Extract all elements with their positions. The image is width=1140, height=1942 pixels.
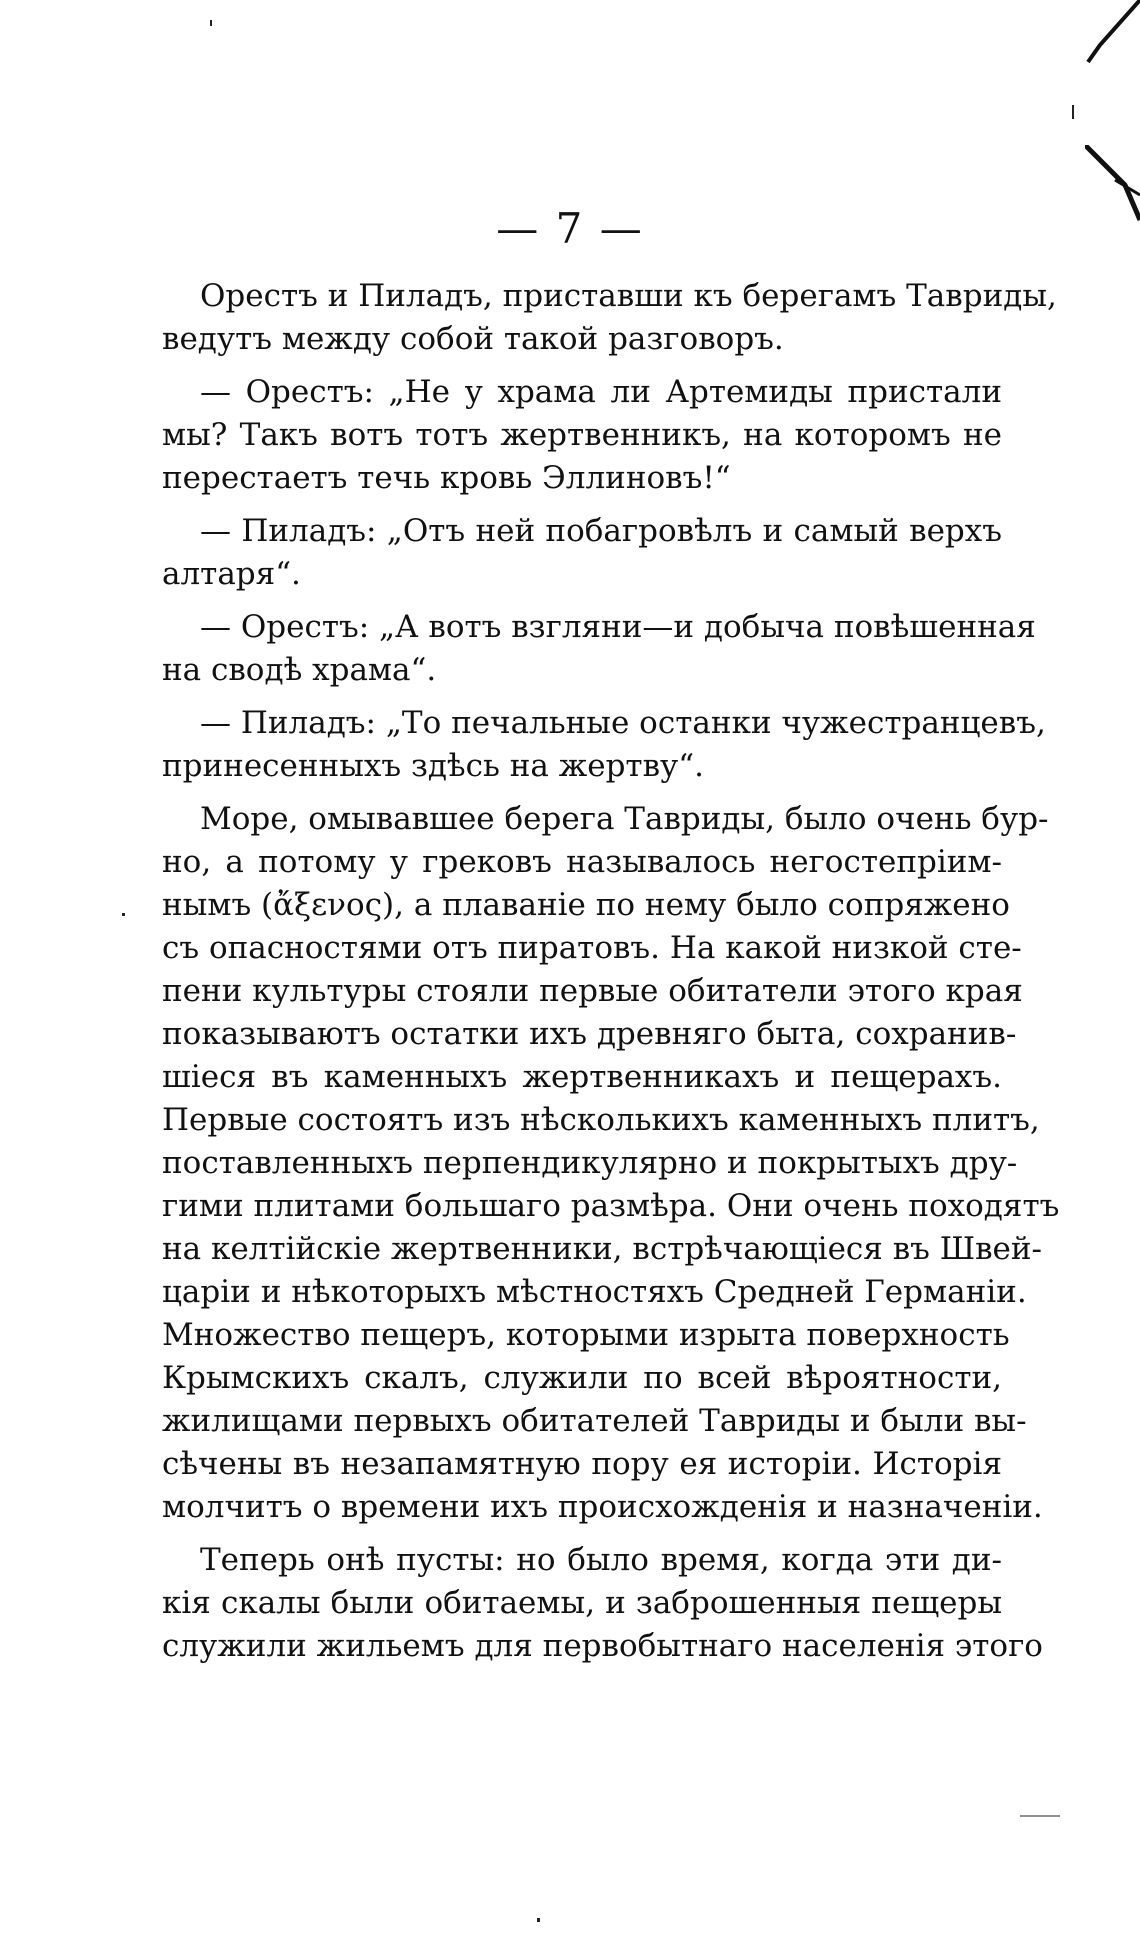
text-line: Море, омывавшее берега Тавриды, было очень бур- <box>200 801 1049 837</box>
text-line: царіи и нѣкоторыхъ мѣстностяхъ Средней Германіи. <box>162 1274 1027 1310</box>
text-line: съ опасностями отъ пиратовъ. На какой низкой сте- <box>162 930 1022 966</box>
paragraph-gap <box>162 1529 1002 1539</box>
paragraph-gap <box>162 361 1002 371</box>
scan-speck <box>537 1918 540 1922</box>
paragraph <box>162 702 1046 788</box>
scan-speck <box>122 913 125 916</box>
text-line: — Орестъ: „Не у храма ли Артемиды пристали <box>200 374 1002 410</box>
text-line: Первые состоятъ изъ нѣсколькихъ каменныхъ плитъ, <box>162 1102 1040 1138</box>
scan-speck <box>210 20 212 26</box>
scan-speck <box>1072 105 1074 119</box>
paragraph <box>162 1539 1043 1668</box>
text-line: поставленныхъ перпендикулярно и покрытыхъ дру- <box>162 1145 1018 1181</box>
text-line: служили жильемъ для первобытнаго населенія этого <box>162 1628 1043 1664</box>
text-line: — Орестъ: „А вотъ взгляни—и добыча повѣшенная <box>200 609 1036 645</box>
text-line: Крымскихъ скалъ, служили по всей вѣроятности, <box>162 1360 1002 1396</box>
text-line: принесенныхъ здѣсь на жертву“. <box>162 748 704 784</box>
scan-speck <box>1020 1815 1060 1817</box>
body-text <box>162 275 1060 1668</box>
paragraph <box>162 606 1036 692</box>
text-line: пени культуры стояли первые обитатели этого края <box>162 973 1023 1009</box>
paragraph-gap <box>162 788 1002 798</box>
paragraph <box>162 510 1002 596</box>
text-line: — Пиладъ: „Отъ ней побагровѣлъ и самый верхъ <box>200 513 1002 549</box>
text-line: ведутъ между собой такой разговоръ. <box>162 321 784 357</box>
text-line: нымъ (ἄξενος), а плаваніе по нему было сопряжено <box>162 887 1010 923</box>
text-line: но, а потому у грековъ называлось негостепріим- <box>162 844 1002 880</box>
paragraph-gap <box>162 692 1002 702</box>
text-line: шіеся въ каменныхъ жертвенникахъ и пещерахъ. <box>162 1059 1002 1095</box>
paragraph-gap <box>162 500 1002 510</box>
scan-edge-mark-top <box>1040 0 1140 90</box>
text-line: жилищами первыхъ обитателей Тавриды и были вы- <box>162 1403 1027 1439</box>
paragraph <box>162 798 1060 1529</box>
text-line: мы? Такъ вотъ тотъ жертвенникъ, на которомъ не <box>162 417 1002 453</box>
text-line: показываютъ остатки ихъ древняго быта, сохранив- <box>162 1016 1017 1052</box>
paragraph <box>162 371 1002 500</box>
text-line: Теперь онѣ пусты: но было время, когда эти ди- <box>200 1542 1002 1578</box>
text-line: сѣчены въ незапамятную пору ея исторіи. Исторія <box>162 1446 1002 1482</box>
text-line: Множество пещеръ, которыми изрыта поверхность <box>162 1317 1010 1353</box>
text-line: гими плитами большаго размѣра. Они очень походятъ <box>162 1188 1060 1224</box>
text-line: алтаря“. <box>162 556 301 592</box>
page-number: — 7 — <box>496 204 644 253</box>
text-line: перестаетъ течь кровь Эллиновъ!“ <box>162 460 731 496</box>
text-line: Орестъ и Пиладъ, приставши къ берегамъ Тавриды, <box>200 278 1057 314</box>
paragraph <box>162 275 1057 361</box>
text-line: на келтійскіе жертвенники, встрѣчающіеся въ Швей- <box>162 1231 1043 1267</box>
paragraph-gap <box>162 596 1002 606</box>
text-line: на сводѣ храма“. <box>162 652 437 688</box>
text-line: молчитъ о времени ихъ происхожденія и назначеніи. <box>162 1489 1043 1525</box>
text-line: — Пиладъ: „То печальные останки чужестранцевъ, <box>200 705 1046 741</box>
text-line: кія скалы были обитаемы, и заброшенныя пещеры <box>162 1585 1002 1621</box>
